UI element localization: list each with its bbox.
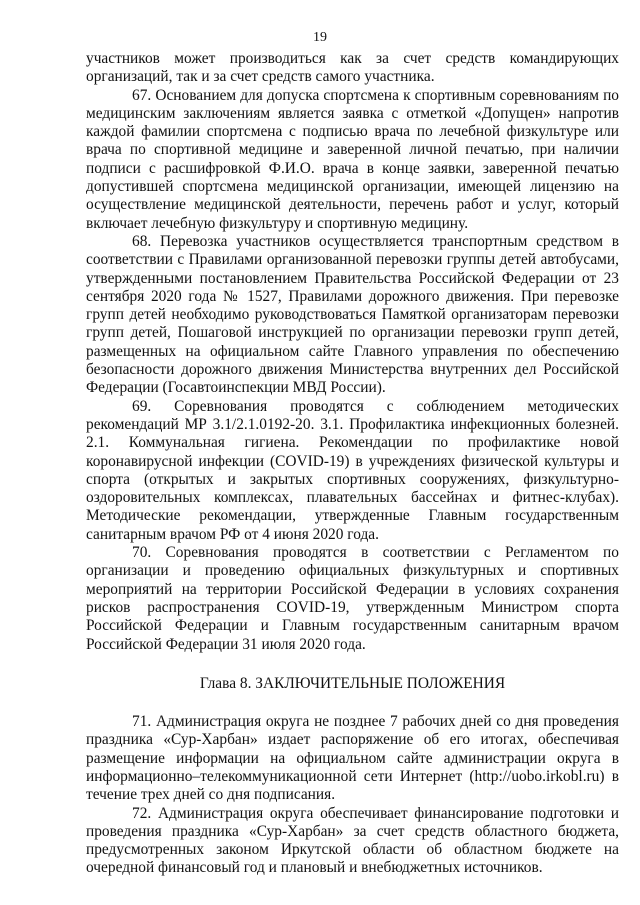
paragraph-continuation: участников может производиться как за счет средств командирующих организаций, так и за счет средств самого участника. [86,50,619,86]
paragraph-71: 71. Администрация округа не позднее 7 рабочих дней со дня проведения праздника «Сур-Харбан» издает распоряжение об его итогах, обеспечивая размещение информации на официальном сайте администрации округа в информационно–телекоммуникационной сети Интернет (http://uobo.irkobl.ru) в течение трех дней со дня подписания. [86,713,619,804]
paragraph-68: 68. Перевозка участников осуществляется транспортным средством в соответствии с Правилами организованной перевозки группы детей автобусами, утвержденными постановлением Правительства Российской Федерации от 23 сентября 2020 года № 1527, Правилами дорожного движения. При перевозке групп детей необходимо руководствоваться Памяткой организаторам перевозки групп детей, Пошаговой инструкцией по организации перевозки групп детей, размещенных на официальном сайте Главного управления по обеспечению безопасности дорожного движения Министерства внутренних дел Российской Федерации (Госавтоинспекции МВД России). [86,232,619,397]
document-body [86,50,619,878]
paragraph-69: 69. Соревнования проводятся с соблюдением методических рекомендаций МР 3.1/2.1.0192-20. 3.1. Профилактика инфекционных болезней. 2.1. Коммунальная гигиена. Рекомендации по профилактике новой коронавирусной инфекции (COVID-19) в учреждениях физической культуры и спорта (открытых и закрытых спортивных сооружениях, физкультурно-оздоровительных комплексах, плавательных бассейнах и фитнес-клубах). Методические рекомендации, утвержденные Главным государственным санитарным врачом РФ от 4 июня 2020 года. [86,397,619,543]
paragraph-70: 70. Соревнования проводятся в соответствии с Регламентом по организации и проведению официальных физкультурных и спортивных мероприятий на территории Российской Федерации в условиях сохранения рисков распространения COVID-19, утвержденным Министром спорта Российской Федерации и Главным государственным санитарным врачом Российской Федерации 31 июля 2020 года. [86,544,619,653]
chapter-heading: Глава 8. ЗАКЛЮЧИТЕЛЬНЫЕ ПОЛОЖЕНИЯ [199,674,506,692]
paragraph-72: 72. Администрация округа обеспечивает финансирование подготовки и проведения праздника «Сур-Харбан» за счет средств областного бюджета, предусмотренных законом Иркутской области об областном бюджете на очередной финансовый год и плановый и внебюджетных источников. [86,804,619,877]
page-number: 19 [313,30,327,45]
paragraph-67: 67. Основанием для допуска спортсмена к спортивным соревнованиям по медицинским заключениям является заявка с отметкой «Допущен» напротив каждой фамилии спортсмена с подписью врача по лечебной физкультуре или врача по спортивной медицине и заверенной личной печатью, при наличии подписи с расшифровкой Ф.И.О. врача в конце заявки, заверенной печатью допустившей спортсмена медицинской организации, имеющей лицензию на осуществление медицинской деятельности, перечень работ и услуг, который включает лечебную физкультуру и спортивную медицину. [86,86,619,232]
